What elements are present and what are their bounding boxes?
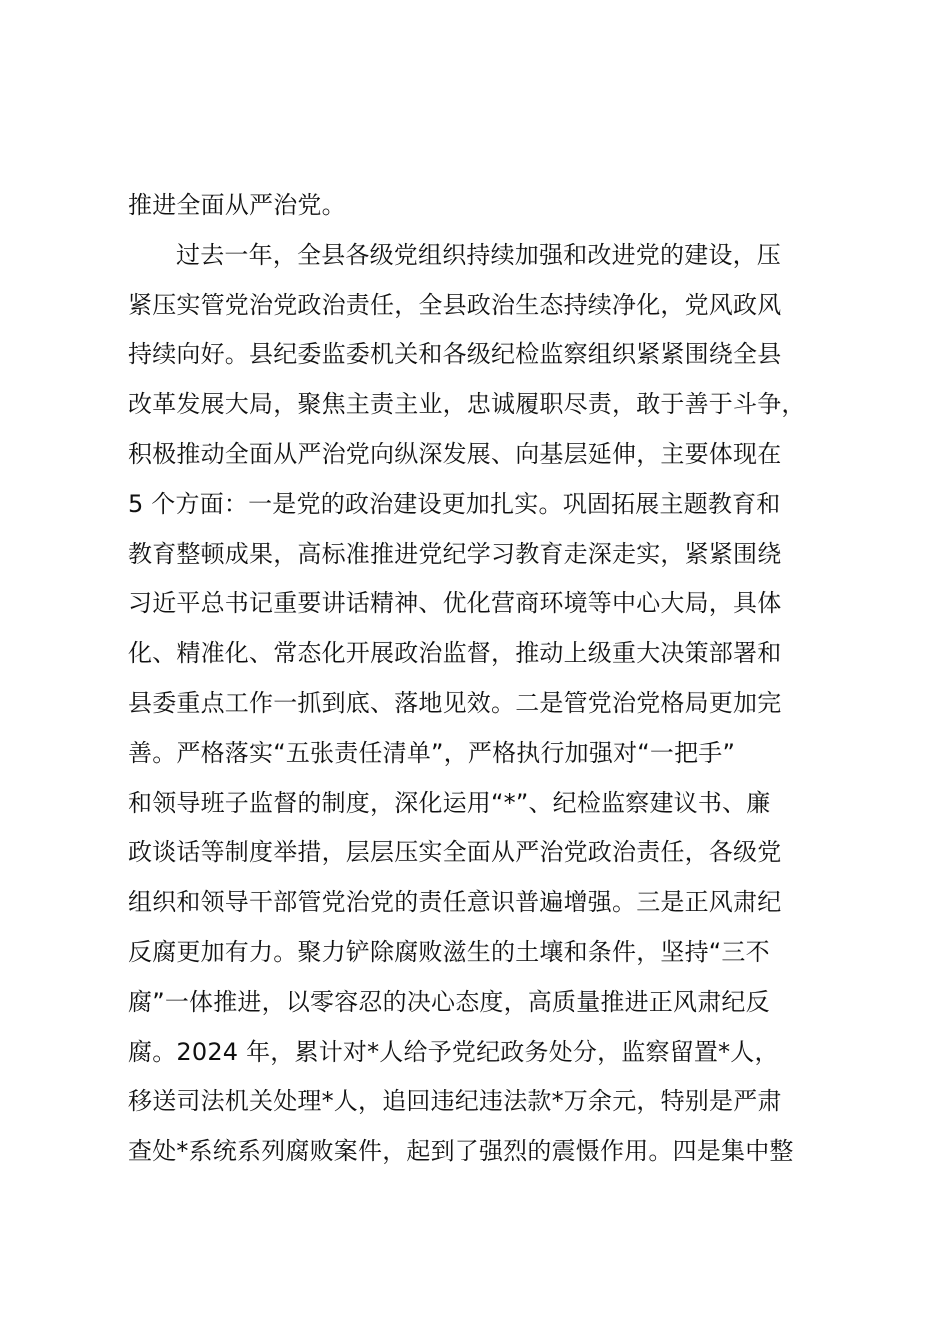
paragraph-first-line: 过去一年，全县各级党组织持续加强和改进党的建设，压 <box>176 240 781 269</box>
text-line: 腐”一体推进，以零容忍的决心态度，高质量推进正风肃纪反 <box>128 987 770 1016</box>
text-line: 县委重点工作一抓到底、落地见效。二是管党治党格局更加完 <box>128 688 782 717</box>
text-line: 腐。2024 年，累计对*人给予党纪政务处分，监察留置*人， <box>128 1037 779 1066</box>
text-line: 和领导班子监督的制度，深化运用“*”、纪检监察建议书、廉 <box>128 788 771 817</box>
text-line: 改革发展大局，聚焦主责主业，忠诚履职尽责，敢于善于斗争， <box>128 390 806 419</box>
text-line: 化、精准化、常态化开展政治监督，推动上级重大决策部署和 <box>128 639 782 668</box>
text-line: 组织和领导干部管党治党的责任意识普遍增强。三是正风肃纪 <box>128 888 782 917</box>
text-line: 5 个方面：一是党的政治建设更加扎实。巩固拓展主题教育和 <box>128 489 781 518</box>
text-line: 紧压实管党治党政治责任，全县政治生态持续净化，党风政风 <box>128 290 782 319</box>
text-line: 持续向好。县纪委监委机关和各级纪检监察组织紧紧围绕全县 <box>128 340 782 369</box>
body-text <box>128 181 838 1177</box>
text-line: 政谈话等制度举措，层层压实全面从严治党政治责任，各级党 <box>128 838 782 867</box>
text-line: 查处*系统系列腐败案件，起到了强烈的震慑作用。四是集中整 <box>128 1137 794 1166</box>
text-line: 反腐更加有力。聚力铲除腐败滋生的土壤和条件，坚持“三不 <box>128 937 770 966</box>
text-line: 推进全面从严治党。 <box>128 191 346 219</box>
text-line: 积极推动全面从严治党向纵深发展、向基层延伸，主要体现在 <box>128 439 782 468</box>
text-line: 善。严格落实“五张责任清单”，严格执行加强对“一把手” <box>128 738 736 767</box>
text-line: 移送司法机关处理*人，追回违纪违法款*万余元，特别是严肃 <box>128 1087 782 1116</box>
text-line: 教育整顿成果，高标准推进党纪学习教育走深走实，紧紧围绕 <box>128 539 782 568</box>
text-line: 习近平总书记重要讲话精神、优化营商环境等中心大局，具体 <box>128 589 782 618</box>
